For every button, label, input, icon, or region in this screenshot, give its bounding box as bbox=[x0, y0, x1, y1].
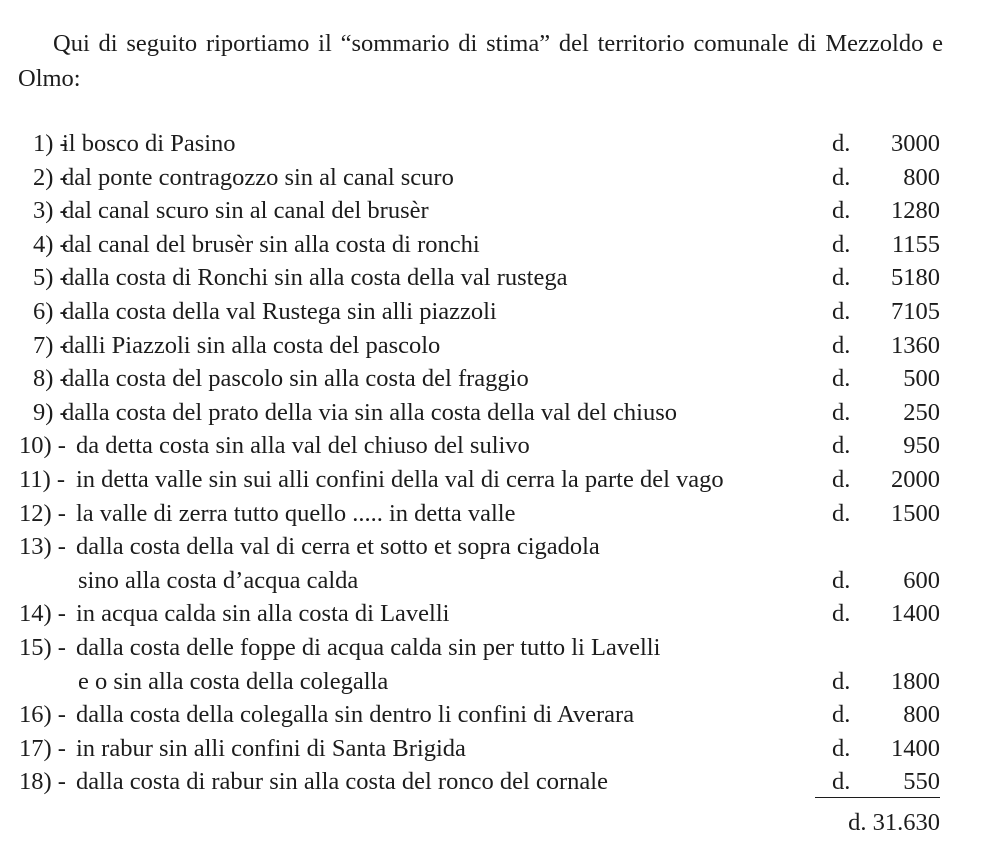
item-number: 2) - bbox=[33, 163, 68, 191]
item-description: in rabur sin alli confini di Santa Brigida bbox=[76, 734, 466, 762]
list-item-continuation bbox=[0, 564, 985, 598]
item-number: 9) - bbox=[33, 398, 68, 426]
estimate-list bbox=[0, 127, 985, 799]
item-number: 5) - bbox=[33, 264, 68, 292]
item-number: 18) - bbox=[19, 768, 66, 796]
list-item bbox=[0, 295, 985, 329]
item-number: 8) - bbox=[33, 365, 68, 393]
currency-unit: d. bbox=[832, 264, 851, 292]
item-value: 250 bbox=[903, 398, 940, 426]
item-number: 4) - bbox=[33, 230, 68, 258]
item-value: 1800 bbox=[891, 667, 940, 695]
item-value: 5180 bbox=[891, 264, 940, 292]
item-description: dalla costa della val di cerra et sotto et sopra cigadola bbox=[76, 533, 600, 561]
currency-unit: d. bbox=[832, 499, 851, 527]
list-item bbox=[0, 161, 985, 195]
list-item bbox=[0, 497, 985, 531]
item-description: la valle di zerra tutto quello ..... in detta valle bbox=[76, 499, 516, 527]
item-description: da detta costa sin alla val del chiuso del sulivo bbox=[76, 432, 530, 460]
currency-unit: d. bbox=[832, 130, 851, 157]
item-value: 1400 bbox=[891, 734, 940, 762]
item-description: dalla costa di Ronchi sin alla costa della val rustega bbox=[62, 264, 568, 292]
currency-unit: d. bbox=[832, 566, 851, 594]
item-value: 500 bbox=[903, 365, 940, 393]
item-description: in acqua calda sin alla costa di Lavelli bbox=[76, 600, 450, 628]
item-description: dalla costa del prato della via sin alla costa della val del chiuso bbox=[62, 398, 678, 426]
list-item bbox=[0, 765, 985, 799]
item-number: 17) - bbox=[19, 734, 66, 762]
item-value: 7105 bbox=[891, 297, 940, 325]
currency-unit: d. bbox=[832, 398, 851, 426]
item-description: dalla costa del pascolo sin alla costa del fraggio bbox=[62, 365, 529, 393]
item-value: 1400 bbox=[891, 600, 940, 628]
item-number: 14) - bbox=[19, 600, 66, 628]
item-number: 7) - bbox=[33, 331, 68, 359]
currency-unit: d. bbox=[832, 163, 851, 191]
item-number: 16) - bbox=[19, 701, 66, 729]
item-description: dal canal scuro sin al canal del brusèr bbox=[62, 197, 429, 225]
sum-rule bbox=[815, 797, 940, 798]
item-description: dalla costa delle foppe di acqua calda sin per tutto li Lavelli bbox=[76, 633, 661, 661]
item-value: 1500 bbox=[891, 499, 940, 527]
currency-unit: d. bbox=[832, 365, 851, 393]
currency-unit: d. bbox=[832, 297, 851, 325]
item-number: 12) - bbox=[19, 499, 66, 527]
currency-unit: d. bbox=[832, 768, 851, 796]
currency-unit: d. bbox=[832, 701, 851, 729]
currency-unit: d. bbox=[832, 734, 851, 762]
item-number: 1) - bbox=[33, 130, 68, 157]
item-description: il bosco di Pasino bbox=[62, 130, 236, 157]
list-item bbox=[0, 698, 985, 732]
list-item bbox=[0, 463, 985, 497]
item-value: 550 bbox=[903, 768, 940, 796]
item-description: dalla costa di rabur sin alla costa del ronco del cornale bbox=[76, 768, 608, 796]
list-item bbox=[0, 429, 985, 463]
list-item bbox=[0, 732, 985, 766]
item-description: dalla costa della colegalla sin dentro li confini di Averara bbox=[76, 701, 635, 729]
item-description: dalli Piazzoli sin alla costa del pascolo bbox=[62, 331, 441, 359]
item-description: dal canal del brusèr sin alla costa di ronchi bbox=[62, 230, 480, 258]
item-value: 600 bbox=[903, 566, 940, 594]
list-item bbox=[0, 362, 985, 396]
item-value: 3000 bbox=[891, 130, 940, 157]
list-item bbox=[0, 597, 985, 631]
item-number: 6) - bbox=[33, 297, 68, 325]
total-value: d. 31.630 bbox=[848, 809, 940, 836]
item-number: 3) - bbox=[33, 197, 68, 225]
item-number: 10) - bbox=[19, 432, 66, 460]
item-value: 950 bbox=[903, 432, 940, 460]
item-description-continued: sino alla costa d’acqua calda bbox=[78, 566, 359, 594]
item-description-continued: e o sin alla costa della colegalla bbox=[78, 667, 389, 695]
currency-unit: d. bbox=[832, 197, 851, 225]
item-value: 1280 bbox=[891, 197, 940, 225]
list-item bbox=[0, 631, 985, 665]
intro-paragraph: Qui di seguito riportiamo il “sommario di stima” del territorio comunale di Mezzoldo e Olmo: bbox=[18, 30, 943, 92]
currency-unit: d. bbox=[832, 230, 851, 258]
list-item-continuation bbox=[0, 665, 985, 699]
item-value: 800 bbox=[903, 701, 940, 729]
item-number: 15) - bbox=[19, 633, 66, 661]
list-item bbox=[0, 194, 985, 228]
list-item bbox=[0, 127, 985, 161]
item-number: 13) - bbox=[19, 533, 66, 561]
item-description: dal ponte contragozzo sin al canal scuro bbox=[62, 163, 454, 191]
currency-unit: d. bbox=[832, 667, 851, 695]
item-number: 11) - bbox=[19, 465, 66, 493]
currency-unit: d. bbox=[832, 465, 851, 493]
item-value: 1155 bbox=[891, 230, 940, 258]
list-item bbox=[0, 228, 985, 262]
item-description: dalla costa della val Rustega sin alli piazzoli bbox=[62, 297, 497, 325]
currency-unit: d. bbox=[832, 600, 851, 628]
currency-unit: d. bbox=[832, 432, 851, 460]
item-value: 2000 bbox=[891, 465, 940, 493]
item-value: 800 bbox=[903, 163, 940, 191]
list-item bbox=[0, 396, 985, 430]
list-item bbox=[0, 329, 985, 363]
list-item bbox=[0, 530, 985, 564]
list-item bbox=[0, 261, 985, 295]
item-description: in detta valle sin sui alli confini della val di cerra la parte del vago bbox=[76, 465, 724, 493]
currency-unit: d. bbox=[832, 331, 851, 359]
item-value: 1360 bbox=[891, 331, 940, 359]
